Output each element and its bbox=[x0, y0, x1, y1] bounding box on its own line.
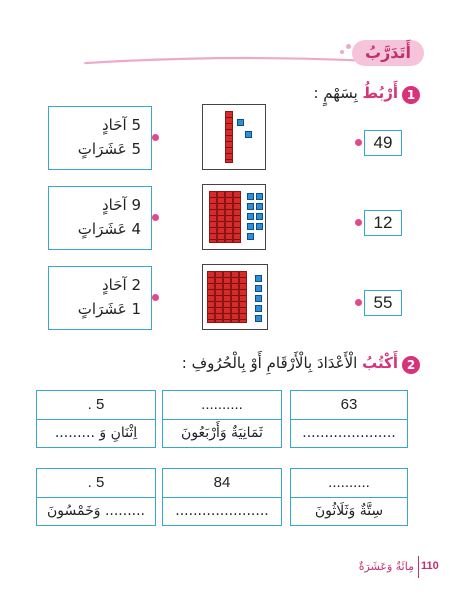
number-cell[interactable] bbox=[36, 468, 156, 526]
ten-rod bbox=[233, 191, 241, 243]
exercise-number: 2 bbox=[402, 356, 420, 374]
unit-cube bbox=[255, 275, 262, 282]
unit-cube bbox=[255, 315, 262, 322]
ten-rod bbox=[217, 191, 225, 243]
number-box: 12 bbox=[364, 210, 402, 236]
match-dot[interactable] bbox=[152, 294, 159, 301]
number-cell[interactable] bbox=[290, 390, 408, 448]
page-number-words: مِائَةٌ وَعَشَرَةٌ bbox=[358, 560, 414, 573]
words-field[interactable]: سِتَّةٌ وَثَلَاثُونَ bbox=[314, 503, 384, 519]
footer-divider bbox=[418, 556, 419, 578]
match-dot[interactable] bbox=[152, 214, 159, 221]
units-text: 2 آحَادٍ bbox=[101, 276, 141, 294]
words-field[interactable]: ثَمَانِيَةٌ وَأَرْبَعُونَ bbox=[181, 425, 263, 441]
exercise-1-instruction bbox=[313, 84, 398, 102]
unit-cube bbox=[237, 119, 244, 126]
unit-cube bbox=[245, 131, 252, 138]
unit-cube bbox=[256, 203, 263, 210]
unit-cube bbox=[256, 213, 263, 220]
ten-rod bbox=[225, 191, 233, 243]
unit-cube bbox=[247, 213, 254, 220]
unit-cube bbox=[255, 295, 262, 302]
instruction-verb: أَكْتُبُ bbox=[362, 354, 398, 372]
words-field[interactable]: ......... وَخَمْسُونَ bbox=[46, 503, 145, 519]
number-cell[interactable] bbox=[162, 390, 282, 448]
tens-text: 4 عَشَرَاتٍ bbox=[77, 220, 141, 238]
digits-field[interactable]: .......... bbox=[291, 469, 407, 498]
decor-dot-icon bbox=[346, 44, 351, 49]
ten-rod bbox=[231, 271, 239, 323]
unit-cube bbox=[255, 305, 262, 312]
tens-text: 5 عَشَرَاتٍ bbox=[77, 140, 141, 158]
exercise-2-instruction bbox=[182, 354, 398, 372]
ten-rod bbox=[215, 271, 223, 323]
unit-cube bbox=[256, 223, 263, 230]
words-field[interactable]: ..................... bbox=[302, 425, 396, 441]
instruction-text: بِسَهْمٍ : bbox=[313, 84, 363, 102]
number-cell[interactable] bbox=[162, 468, 282, 526]
match-dot[interactable] bbox=[355, 219, 362, 226]
units-text: 5 آحَادٍ bbox=[101, 116, 141, 134]
number-cell[interactable] bbox=[36, 390, 156, 448]
unit-cube bbox=[247, 233, 254, 240]
digits-field[interactable]: 84 bbox=[163, 469, 281, 498]
unit-cube bbox=[247, 223, 254, 230]
match-dot[interactable] bbox=[152, 134, 159, 141]
match-dot[interactable] bbox=[355, 299, 362, 306]
unit-cube bbox=[256, 193, 263, 200]
ten-rod bbox=[207, 271, 215, 323]
units-text: 9 آحَادٍ bbox=[101, 196, 141, 214]
ten-rod bbox=[209, 191, 217, 243]
words-field[interactable]: اِثْنَانِ وَ ......... bbox=[54, 425, 138, 441]
decor-dot-icon bbox=[340, 50, 344, 54]
digits-field[interactable]: 63 bbox=[291, 391, 407, 420]
ten-rod bbox=[239, 271, 247, 323]
instruction-text: الْأَعْدَادَ بِالْأَرْقَامِ أَوْ بِالْحُرُوفِ : bbox=[181, 354, 363, 372]
tens-text: 1 عَشَرَاتٍ bbox=[77, 300, 141, 318]
exercise-number: 1 bbox=[402, 86, 420, 104]
page-number: 110 bbox=[421, 560, 439, 572]
ten-rod bbox=[223, 271, 231, 323]
digits-field[interactable]: 5 . bbox=[37, 469, 155, 498]
digits-field[interactable]: .......... bbox=[163, 391, 281, 420]
word-box[interactable] bbox=[48, 106, 152, 170]
base-ten-blocks bbox=[202, 184, 266, 250]
unit-cube bbox=[255, 285, 262, 292]
section-title: أَتَدَرَّبُ bbox=[352, 40, 424, 66]
words-field[interactable]: ..................... bbox=[175, 503, 269, 519]
word-box[interactable] bbox=[48, 266, 152, 330]
unit-cube bbox=[247, 193, 254, 200]
number-box: 49 bbox=[364, 130, 402, 156]
number-cell[interactable] bbox=[290, 468, 408, 526]
base-ten-blocks bbox=[202, 264, 268, 330]
digits-field[interactable]: 5 . bbox=[37, 391, 155, 420]
ten-rod bbox=[225, 111, 233, 163]
unit-cube bbox=[247, 203, 254, 210]
instruction-verb: أَرْبُطُ bbox=[362, 84, 398, 102]
word-box[interactable] bbox=[48, 186, 152, 250]
match-dot[interactable] bbox=[355, 139, 362, 146]
number-box: 55 bbox=[364, 290, 402, 316]
base-ten-blocks bbox=[202, 104, 266, 170]
